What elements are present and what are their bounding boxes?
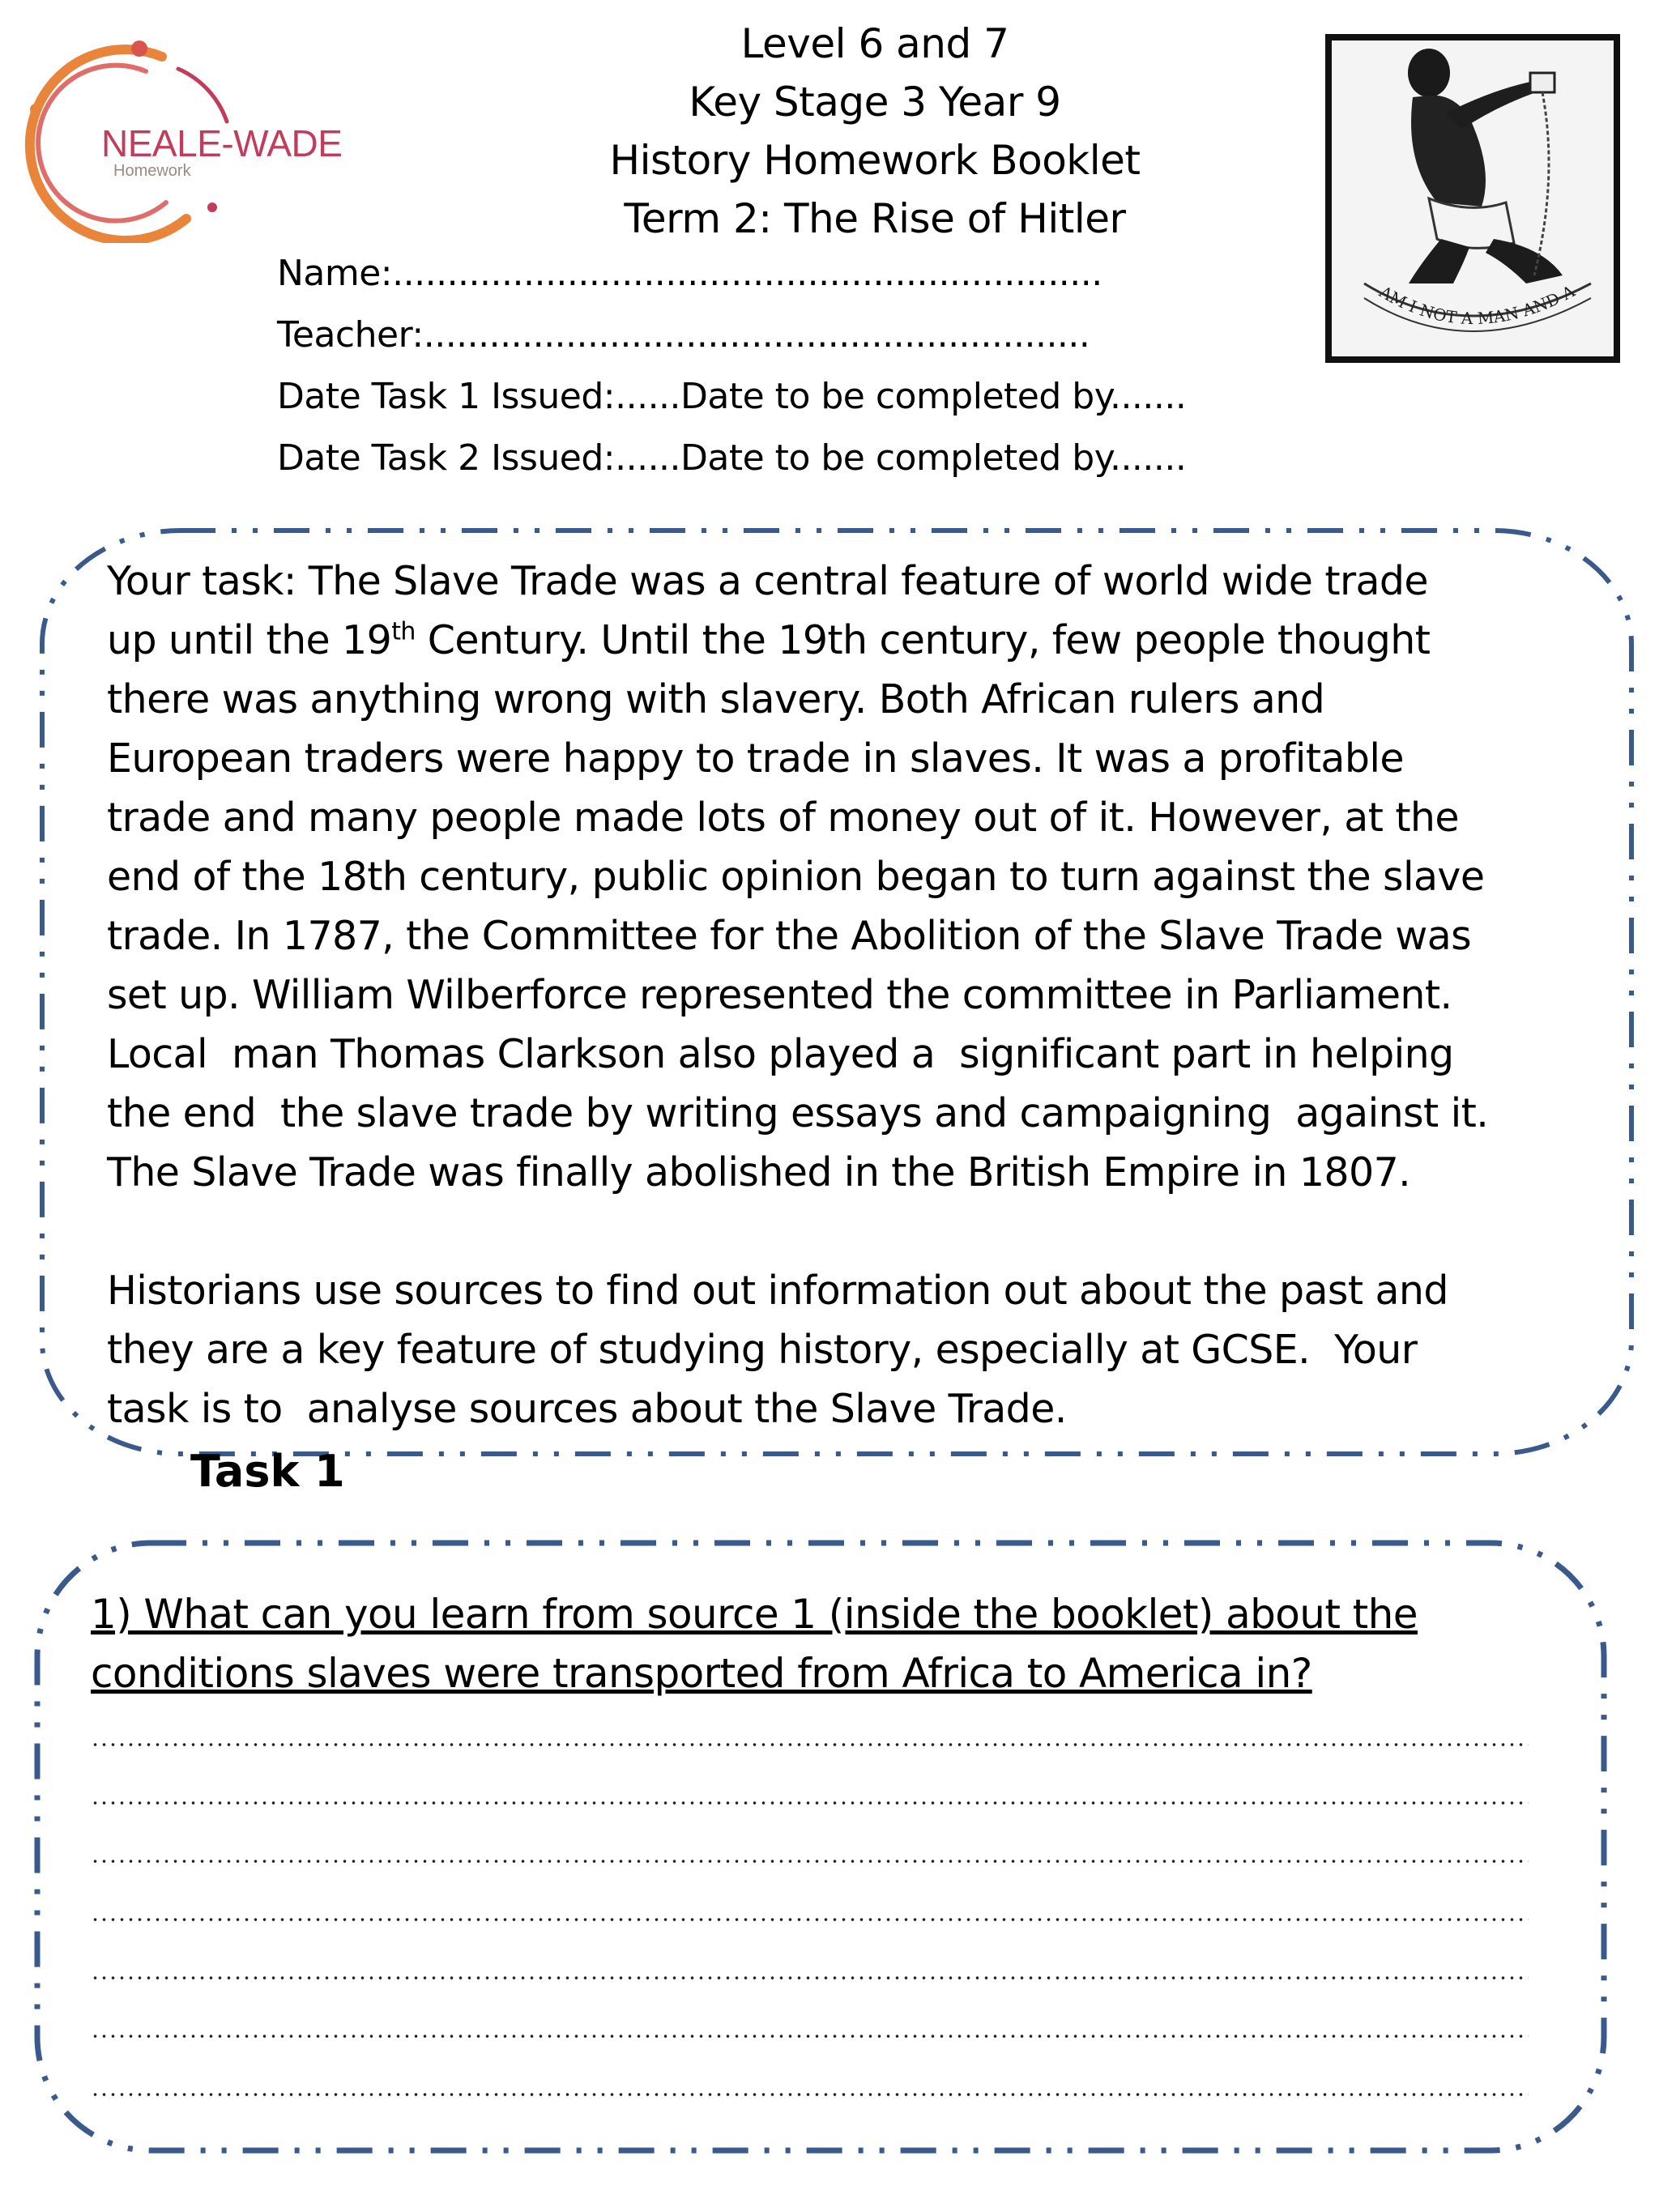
task1-dates-field: Date Task 1 Issued:......Date to be completed by.......: [277, 376, 1187, 417]
header-term: Term 2: The Rise of Hitler: [624, 195, 1126, 242]
intro-line: set up. William Wilberforce represented the committee in Parliament.: [107, 972, 1452, 1018]
answer-line[interactable]: [91, 1916, 1529, 1923]
answer-line[interactable]: [91, 1800, 1529, 1806]
intro-line: trade. In 1787, the Committee for the Abolition of the Slave Trade was: [107, 913, 1472, 959]
header-booklet-title: History Homework Booklet: [609, 137, 1141, 184]
intro-line-2: up until the 19th Century. Until the 19th century, few people thought: [107, 617, 1431, 663]
sources-line: Historians use sources to find out information out about the past and: [107, 1268, 1448, 1314]
task-1-heading: Task 1: [190, 1446, 345, 1497]
intro-line: end of the 18th century, public opinion began to turn against the slave: [107, 854, 1485, 900]
intro-line: Local man Thomas Clarkson also played a significant part in helping: [107, 1031, 1454, 1077]
intro-line: trade and many people made lots of money out of it. However, at the: [107, 795, 1459, 841]
question-line-2: conditions slaves were transported from Africa to America in?: [91, 1650, 1312, 1697]
answer-line[interactable]: [91, 1858, 1529, 1865]
medallion-caption: AM I NOT A MAN AND A: [1375, 281, 1578, 329]
intro-line-1: Your task: The Slave Trade was a central feature of world wide trade: [107, 558, 1428, 604]
intro-line: The Slave Trade was finally abolished in the British Empire in 1807.: [107, 1149, 1411, 1196]
logo-wordmark: NEALE-WADE: [101, 122, 343, 164]
sources-line: they are a key feature of studying history, especially at GCSE. Your: [107, 1327, 1418, 1373]
answer-line[interactable]: [91, 2033, 1529, 2039]
teacher-field: Teacher:.............................................................: [277, 314, 1090, 356]
answer-line[interactable]: [91, 2091, 1529, 2098]
intro-line: the end the slave trade by writing essays and campaigning against it.: [107, 1090, 1489, 1136]
question-line-1: 1) What can you learn from source 1 (inside the booklet) about the: [91, 1591, 1418, 1638]
answer-line[interactable]: [91, 1741, 1529, 1748]
task2-dates-field: Date Task 2 Issued:......Date to be completed by.......: [277, 437, 1187, 479]
answer-line[interactable]: [91, 1975, 1529, 1981]
logo-subtitle: Homework: [113, 162, 191, 180]
sources-line: task is to analyse sources about the Slave Trade.: [107, 1386, 1067, 1432]
header-key-stage: Key Stage 3 Year 9: [689, 79, 1061, 126]
name-field: Name:.................................................................: [277, 253, 1102, 294]
header-level: Level 6 and 7: [740, 20, 1009, 67]
intro-line: European traders were happy to trade in slaves. It was a profitable: [107, 735, 1404, 782]
intro-line: there was anything wrong with slavery. Both African rulers and: [107, 676, 1325, 722]
